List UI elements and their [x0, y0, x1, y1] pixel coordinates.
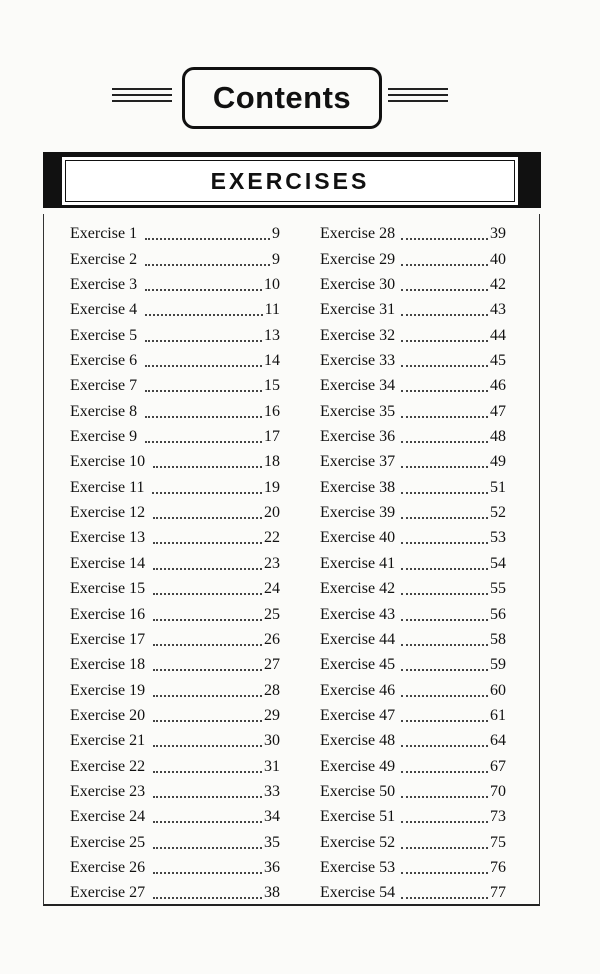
toc-entry-title: Exercise 42	[320, 580, 396, 598]
contents-header	[0, 64, 600, 132]
toc-entry[interactable]	[320, 877, 506, 902]
toc-entry-page: 55	[490, 580, 506, 598]
dot-leader	[401, 719, 488, 722]
toc-entry-page: 46	[490, 377, 506, 395]
toc-entry-page: 23	[264, 554, 280, 572]
toc-entry-title: Exercise 52	[320, 833, 396, 851]
dot-leader	[401, 313, 488, 316]
toc-entry[interactable]	[320, 674, 506, 699]
dot-leader	[153, 820, 262, 823]
toc-entry-title: Exercise 45	[320, 656, 396, 674]
toc-entry-title: Exercise 9	[70, 428, 138, 446]
toc-entry-title: Exercise 32	[320, 326, 396, 344]
dot-leader	[401, 795, 488, 798]
dot-leader	[145, 415, 262, 418]
toc-entry[interactable]	[320, 319, 506, 344]
toc-entry-title: Exercise 53	[320, 858, 396, 876]
toc-entry-page: 36	[264, 858, 280, 876]
toc-entry-title: Exercise 50	[320, 782, 396, 800]
toc-entry-page: 75	[490, 833, 506, 851]
toc-entry[interactable]	[320, 218, 506, 243]
dot-leader	[145, 440, 262, 443]
dot-leader	[401, 871, 488, 874]
toc-entry-title: Exercise 6	[70, 352, 138, 370]
toc-entry-title: Exercise 1	[70, 225, 138, 243]
toc-entry-title: Exercise 5	[70, 326, 138, 344]
dot-leader	[145, 364, 262, 367]
toc-entry-title: Exercise 44	[320, 630, 396, 648]
toc-entry-page: 70	[490, 782, 506, 800]
dot-leader	[401, 668, 488, 671]
dot-leader	[153, 846, 262, 849]
toc-entry-page: 24	[264, 580, 280, 598]
toc-entry-title: Exercise 21	[70, 732, 146, 750]
section-title: EXERCISES	[210, 167, 370, 194]
toc-entry-title: Exercise 3	[70, 276, 138, 294]
toc-entry[interactable]	[70, 573, 280, 598]
toc-entry[interactable]	[320, 598, 506, 623]
dot-leader	[145, 339, 262, 342]
toc-entry[interactable]	[320, 700, 506, 725]
toc-entry[interactable]	[320, 522, 506, 547]
toc-entry-page: 9	[272, 250, 280, 268]
section-banner-box	[60, 155, 520, 207]
toc-entry-title: Exercise 41	[320, 554, 396, 572]
dot-leader	[153, 643, 262, 646]
toc-entry-title: Exercise 20	[70, 706, 146, 724]
dot-leader	[401, 415, 488, 418]
dot-leader	[401, 618, 488, 621]
toc-entry[interactable]	[320, 294, 506, 319]
toc-entry-title: Exercise 48	[320, 732, 396, 750]
toc-entry-title: Exercise 13	[70, 529, 146, 547]
toc-entry[interactable]	[320, 370, 506, 395]
toc-entry[interactable]	[70, 421, 280, 446]
toc-entry[interactable]	[320, 269, 506, 294]
toc-entry-page: 25	[264, 605, 280, 623]
toc-entry-page: 67	[490, 757, 506, 775]
dot-leader	[145, 237, 270, 240]
toc-entry-page: 43	[490, 301, 506, 319]
toc-entry-page: 34	[264, 808, 280, 826]
toc-entry-page: 59	[490, 656, 506, 674]
toc-entry[interactable]	[320, 446, 506, 471]
dot-leader	[153, 567, 262, 570]
dot-leader	[153, 516, 262, 519]
toc-entry[interactable]	[320, 725, 506, 750]
toc-entry[interactable]	[320, 801, 506, 826]
toc-entry[interactable]	[70, 319, 280, 344]
title-rule-right	[388, 88, 448, 106]
toc-entry-page: 35	[264, 833, 280, 851]
toc-entry[interactable]	[70, 725, 280, 750]
toc-entry-page: 64	[490, 732, 506, 750]
toc-entry-title: Exercise 29	[320, 250, 396, 268]
toc-entry[interactable]	[70, 700, 280, 725]
toc-entry[interactable]	[70, 345, 280, 370]
toc-entry-page: 30	[264, 732, 280, 750]
dot-leader	[401, 744, 488, 747]
toc-entry-title: Exercise 54	[320, 884, 396, 902]
toc-entry-title: Exercise 51	[320, 808, 396, 826]
toc-entry[interactable]	[70, 218, 280, 243]
toc-entry-title: Exercise 40	[320, 529, 396, 547]
toc-entry-title: Exercise 8	[70, 402, 138, 420]
dot-leader	[401, 820, 488, 823]
toc-entry-page: 28	[264, 681, 280, 699]
toc-entry[interactable]	[70, 243, 280, 268]
toc-entry[interactable]	[70, 471, 280, 496]
toc-entry-title: Exercise 35	[320, 402, 396, 420]
dot-leader	[153, 465, 262, 468]
dot-leader	[401, 364, 488, 367]
toc-entry-page: 60	[490, 681, 506, 699]
toc-entry-title: Exercise 28	[320, 225, 396, 243]
dot-leader	[401, 846, 488, 849]
toc-entry[interactable]	[320, 750, 506, 775]
toc-entry-page: 11	[264, 301, 280, 319]
dot-leader	[401, 567, 488, 570]
dot-leader	[401, 541, 488, 544]
toc-entry[interactable]	[70, 801, 280, 826]
toc-entry-page: 45	[490, 352, 506, 370]
toc-entry-page: 29	[264, 706, 280, 724]
dot-leader	[153, 694, 262, 697]
toc-entry-title: Exercise 22	[70, 757, 146, 775]
toc-entry[interactable]	[70, 370, 280, 395]
toc-entry-page: 73	[490, 808, 506, 826]
toc-entry[interactable]	[320, 776, 506, 801]
toc-entry[interactable]	[320, 471, 506, 496]
toc-entry[interactable]	[70, 852, 280, 877]
toc-entry[interactable]	[70, 446, 280, 471]
dot-leader	[153, 871, 262, 874]
toc-entry-title: Exercise 31	[320, 301, 396, 319]
toc-entry-page: 33	[264, 782, 280, 800]
toc-entry-page: 38	[264, 884, 280, 902]
dot-leader	[153, 618, 262, 621]
toc-entry-title: Exercise 4	[70, 301, 138, 319]
toc-entry[interactable]	[70, 547, 280, 572]
toc-entry-page: 49	[490, 453, 506, 471]
toc-entry-title: Exercise 47	[320, 706, 396, 724]
dot-leader	[153, 744, 262, 747]
dot-leader	[153, 541, 262, 544]
toc-entry-page: 39	[490, 225, 506, 243]
toc-entry-page: 56	[490, 605, 506, 623]
toc-entry-title: Exercise 19	[70, 681, 146, 699]
section-banner	[43, 152, 541, 208]
toc-entry-title: Exercise 37	[320, 453, 396, 471]
toc-entry[interactable]	[320, 624, 506, 649]
toc-entry-page: 18	[264, 453, 280, 471]
dot-leader	[401, 592, 488, 595]
toc-entry-page: 10	[264, 276, 280, 294]
toc-entry-title: Exercise 43	[320, 605, 396, 623]
dot-leader	[145, 389, 262, 392]
toc-entry[interactable]	[70, 522, 280, 547]
toc-entry-title: Exercise 17	[70, 630, 146, 648]
toc-entry-page: 58	[490, 630, 506, 648]
toc-entry-title: Exercise 11	[70, 478, 145, 496]
toc-entry-page: 52	[490, 504, 506, 522]
toc-entry[interactable]	[320, 826, 506, 851]
toc-entry-page: 14	[264, 352, 280, 370]
toc-entry-title: Exercise 30	[320, 276, 396, 294]
toc-entry[interactable]	[320, 345, 506, 370]
toc-entry[interactable]	[320, 573, 506, 598]
toc-entry[interactable]	[70, 674, 280, 699]
toc-entry[interactable]	[70, 624, 280, 649]
toc-entry[interactable]	[70, 750, 280, 775]
toc-entry-title: Exercise 23	[70, 782, 146, 800]
toc-entry[interactable]	[320, 243, 506, 268]
toc-entry-title: Exercise 49	[320, 757, 396, 775]
toc-entry-title: Exercise 27	[70, 884, 146, 902]
toc-entry-title: Exercise 38	[320, 478, 396, 496]
toc-entry-title: Exercise 18	[70, 656, 146, 674]
toc-entry-title: Exercise 12	[70, 504, 146, 522]
dot-leader	[401, 770, 488, 773]
toc-entry[interactable]	[70, 649, 280, 674]
dot-leader	[145, 288, 262, 291]
dot-leader	[153, 896, 262, 899]
toc-entry-page: 9	[272, 225, 280, 243]
toc-entry-page: 40	[490, 250, 506, 268]
toc-entry[interactable]	[320, 497, 506, 522]
toc-entry-title: Exercise 7	[70, 377, 138, 395]
dot-leader	[401, 491, 488, 494]
toc-entry-title: Exercise 16	[70, 605, 146, 623]
toc-entry[interactable]	[70, 269, 280, 294]
page-title: Contents	[182, 67, 382, 129]
toc-entry-page: 13	[264, 326, 280, 344]
toc-entry-title: Exercise 39	[320, 504, 396, 522]
toc-entry-page: 22	[264, 529, 280, 547]
dot-leader	[401, 288, 488, 291]
dot-leader	[401, 516, 488, 519]
dot-leader	[153, 719, 262, 722]
toc-entry-title: Exercise 10	[70, 453, 146, 471]
dot-leader	[153, 668, 262, 671]
dot-leader	[145, 263, 270, 266]
dot-leader	[401, 440, 488, 443]
toc-entry[interactable]	[320, 649, 506, 674]
toc-entry[interactable]	[70, 598, 280, 623]
toc-entry-page: 54	[490, 554, 506, 572]
toc-entry-title: Exercise 15	[70, 580, 146, 598]
toc-entry[interactable]	[70, 294, 280, 319]
toc-entry-page: 61	[490, 706, 506, 724]
toc-entry-page: 31	[264, 757, 280, 775]
dot-leader	[401, 694, 488, 697]
dot-leader	[401, 237, 488, 240]
dot-leader	[153, 770, 262, 773]
dot-leader	[152, 491, 262, 494]
toc-entry-page: 51	[490, 478, 506, 496]
toc-entry-page: 42	[490, 276, 506, 294]
toc-entry-title: Exercise 25	[70, 833, 146, 851]
toc-entry-page: 20	[264, 504, 280, 522]
toc-entry[interactable]	[320, 852, 506, 877]
toc-entry[interactable]	[70, 877, 280, 902]
toc-entry[interactable]	[320, 421, 506, 446]
toc-entry-title: Exercise 24	[70, 808, 146, 826]
toc-entry-page: 16	[264, 402, 280, 420]
dot-leader	[153, 795, 262, 798]
dot-leader	[401, 465, 488, 468]
toc-entry-page: 26	[264, 630, 280, 648]
title-rule-left	[112, 88, 172, 106]
toc-entry-page: 53	[490, 529, 506, 547]
toc-entry-page: 48	[490, 428, 506, 446]
toc-entry[interactable]	[70, 776, 280, 801]
toc-entry-title: Exercise 14	[70, 554, 146, 572]
toc-entry-title: Exercise 2	[70, 250, 138, 268]
toc-entry-title: Exercise 46	[320, 681, 396, 699]
toc-entry[interactable]	[70, 497, 280, 522]
dot-leader	[401, 643, 488, 646]
toc-entry-title: Exercise 26	[70, 858, 146, 876]
dot-leader	[401, 896, 488, 899]
toc-entry-page: 27	[264, 656, 280, 674]
toc-entry[interactable]	[70, 395, 280, 420]
dot-leader	[401, 339, 488, 342]
dot-leader	[401, 389, 488, 392]
toc-entry-page: 44	[490, 326, 506, 344]
toc-entry-page: 76	[490, 858, 506, 876]
toc-entry-page: 15	[264, 377, 280, 395]
toc-entry[interactable]	[320, 547, 506, 572]
contents-column-left	[70, 218, 280, 902]
toc-entry-title: Exercise 36	[320, 428, 396, 446]
toc-entry-title: Exercise 34	[320, 377, 396, 395]
dot-leader	[145, 313, 263, 316]
toc-entry-page: 47	[490, 402, 506, 420]
dot-leader	[153, 592, 262, 595]
contents-column-right	[320, 218, 506, 902]
toc-entry[interactable]	[320, 395, 506, 420]
toc-entry-page: 77	[490, 884, 506, 902]
toc-entry-page: 17	[264, 428, 280, 446]
toc-entry-page: 19	[264, 478, 280, 496]
dot-leader	[401, 263, 488, 266]
toc-entry[interactable]	[70, 826, 280, 851]
toc-entry-title: Exercise 33	[320, 352, 396, 370]
